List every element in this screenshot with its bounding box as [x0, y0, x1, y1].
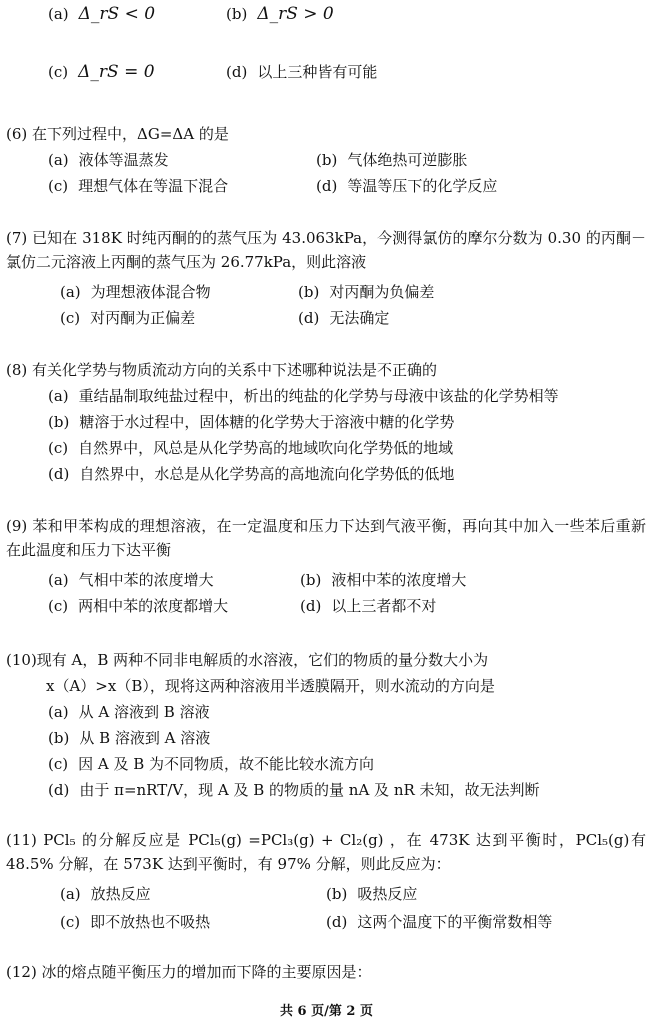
q6-option-d [316, 176, 497, 196]
option-text: 由于 π=nRT/V，现 A 及 B 的物质的量 nA 及 nR 未知，故无法判断 [79, 781, 540, 799]
q11-option-a [60, 884, 151, 904]
q6-option-b [316, 150, 467, 170]
option-label: (c) [48, 63, 69, 81]
option-text: 自然界中，水总是从化学势高的高地流向化学势低的低地 [79, 465, 455, 483]
option-label: (a) [60, 283, 81, 301]
q10-option-c [48, 754, 374, 774]
q9-option-c [48, 596, 228, 616]
option-text: 放热反应 [90, 885, 151, 903]
q5-option-a [48, 4, 155, 24]
option-label: (b) [48, 413, 70, 431]
q8-option-d [48, 464, 454, 484]
q7-stem: (7) 已知在 318K 时纯丙酮的的蒸气压为 43.063kPa，今测得氯仿的摩尔分数为 0.30 的丙酮－氯仿二元溶液上丙酮的蒸气压为 26.77kPa，则此溶液 [6, 229, 646, 271]
option-label: (d) [300, 597, 322, 615]
q6-stem: (6) 在下列过程中，ΔG=ΔA 的是 [6, 125, 229, 143]
q10-option-a [48, 702, 210, 722]
q5-option-d [226, 62, 377, 82]
q10-stem-line1: (10)现有 A，B 两种不同非电解质的水溶液，它们的物质的量分数大小为 [6, 651, 489, 669]
option-text: 等温等压下的化学反应 [347, 177, 498, 195]
option-label: (b) [300, 571, 322, 589]
option-label: (d) [316, 177, 338, 195]
option-text: 气体绝热可逆膨胀 [347, 151, 468, 169]
q8-option-c [48, 438, 453, 458]
option-label: (c) [48, 439, 69, 457]
option-label: (c) [60, 913, 81, 931]
option-label: (b) [326, 885, 348, 903]
q7-option-a [60, 282, 211, 302]
q12-stem: (12) 冰的熔点随平衡压力的增加而下降的主要原因是： [6, 963, 372, 981]
q9-option-a [48, 570, 214, 590]
q9-option-b [300, 570, 466, 590]
option-label: (b) [226, 5, 248, 23]
q8-stem: (8) 有关化学势与物质流动方向的关系中下述哪种说法是不正确的 [6, 361, 438, 379]
option-text: 这两个温度下的平衡常数相等 [357, 913, 553, 931]
q10-stem-line2: x（A）>x（B），现将这两种溶液用半透膜隔开，则水流动的方向是 [46, 677, 495, 695]
q7-option-c [60, 308, 195, 328]
option-text: 吸热反应 [357, 885, 418, 903]
q10-option-b [48, 728, 210, 748]
option-label: (d) [48, 465, 70, 483]
option-label: (b) [48, 729, 70, 747]
option-text: Δ_rS < 0 [78, 4, 156, 24]
option-text: 糖溶于水过程中，固体糖的化学势大于溶液中糖的化学势 [79, 413, 455, 431]
option-label: (d) [326, 913, 348, 931]
option-label: (b) [316, 151, 338, 169]
q5-option-b [226, 4, 334, 24]
option-text: 从 A 溶液到 B 溶液 [78, 703, 210, 721]
option-label: (c) [48, 755, 69, 773]
q5-option-c [48, 62, 155, 82]
option-text: 以上三种皆有可能 [257, 63, 378, 81]
option-text: 为理想液体混合物 [90, 283, 211, 301]
option-text: 气相中苯的浓度增大 [78, 571, 214, 589]
option-text: 因 A 及 B 为不同物质，故不能比较水流方向 [78, 755, 375, 773]
q11-option-b [326, 884, 417, 904]
option-text: 从 B 溶液到 A 溶液 [79, 729, 211, 747]
q11-option-d [326, 912, 552, 932]
option-text: 理想气体在等温下混合 [78, 177, 229, 195]
option-text: Δ_rS > 0 [257, 4, 334, 24]
option-label: (a) [48, 387, 69, 405]
option-text: Δ_rS = 0 [78, 62, 155, 82]
option-label: (a) [48, 703, 69, 721]
q6-option-a [48, 150, 169, 170]
option-label: (a) [60, 885, 81, 903]
q11-option-c [60, 912, 210, 932]
option-label: (b) [298, 283, 320, 301]
option-label: (a) [48, 5, 69, 23]
q7-option-d [298, 308, 389, 328]
option-text: 液相中苯的浓度增大 [331, 571, 467, 589]
option-label: (c) [48, 177, 69, 195]
option-text: 液体等温蒸发 [78, 151, 169, 169]
option-label: (d) [48, 781, 70, 799]
q8-option-a [48, 386, 559, 406]
option-label: (d) [298, 309, 320, 327]
option-text: 无法确定 [329, 309, 390, 327]
option-text: 对丙酮为负偏差 [329, 283, 435, 301]
option-label: (c) [48, 597, 69, 615]
q10-option-d [48, 780, 540, 800]
q8-option-b [48, 412, 454, 432]
option-label: (d) [226, 63, 248, 81]
option-text: 两相中苯的浓度都增大 [78, 597, 229, 615]
option-label: (a) [48, 571, 69, 589]
option-text: 自然界中，风总是从化学势高的地域吹向化学势低的地域 [78, 439, 454, 457]
option-text: 以上三者都不对 [331, 597, 437, 615]
option-text: 重结晶制取纯盐过程中，析出的纯盐的化学势与母液中该盐的化学势相等 [78, 387, 559, 405]
option-text: 即不放热也不吸热 [90, 913, 211, 931]
q9-stem: (9) 苯和甲苯构成的理想溶液，在一定温度和压力下达到气液平衡，再向其中加入一些苯后重新在此温度和压力下达平衡 [6, 517, 646, 559]
page-footer: 共 6 页/第 2 页 [280, 1004, 373, 1019]
option-label: (a) [48, 151, 69, 169]
option-text: 对丙酮为正偏差 [90, 309, 196, 327]
q7-option-b [298, 282, 434, 302]
option-label: (c) [60, 309, 81, 327]
q9-option-d [300, 596, 436, 616]
q6-option-c [48, 176, 228, 196]
q11-stem: (11) PCl₅ 的分解反应是 PCl₅(g) =PCl₃(g) + Cl₂(g) ，在 473K 达到平衡时，PCl₅(g)有 48.5% 分解，在 573K 达到平衡时，有 97% 分解，则此反应为： [6, 831, 646, 873]
